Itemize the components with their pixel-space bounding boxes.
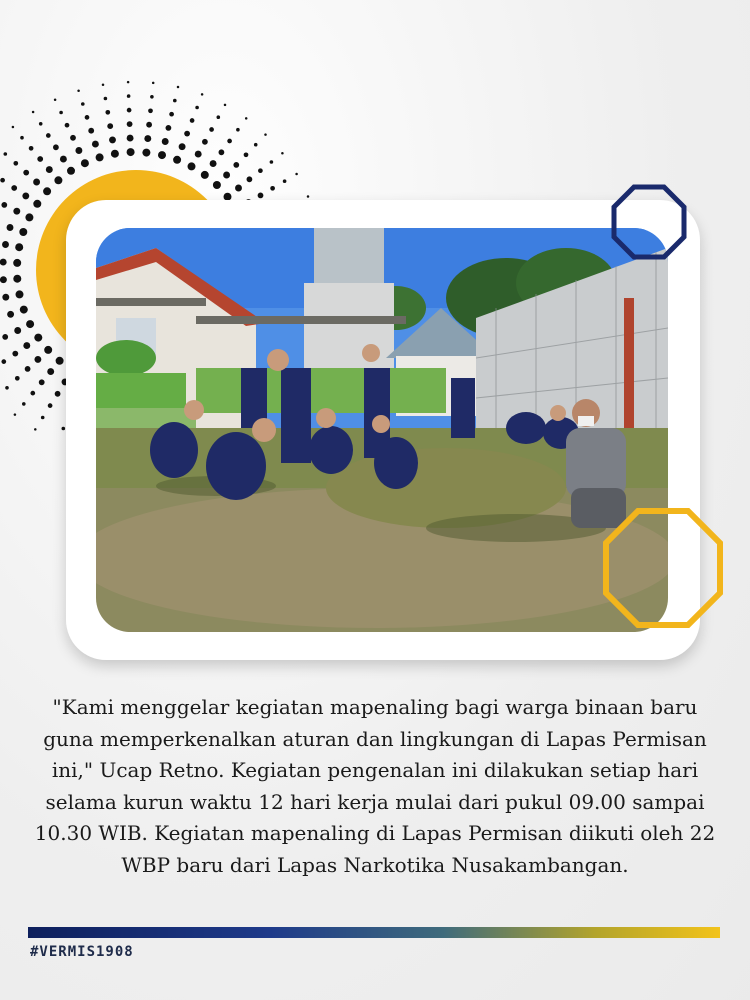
hashtag-label: #VERMIS1908 (30, 944, 134, 960)
article-caption: "Kami menggelar kegiatan mapenaling bagi warga binaan baru guna memperkenalkan aturan dan lingkungan di Lapas Permisan ini," Ucap Retno. Kegiatan pengenalan ini dilakukan setiap hari selama kurun waktu 12 hari kerja mulai dari pukul 09.00 sampai 10.30 WIB. Kegiatan mapenaling di Lapas Permisan diikuti oleh 22 WBP baru dari Lapas Narkotika Nusakambangan. (34, 695, 716, 877)
gold-octagon-outline (600, 505, 726, 631)
activity-photo (96, 228, 668, 632)
gradient-divider-bar (28, 927, 720, 938)
navy-octagon-outline (610, 183, 688, 261)
